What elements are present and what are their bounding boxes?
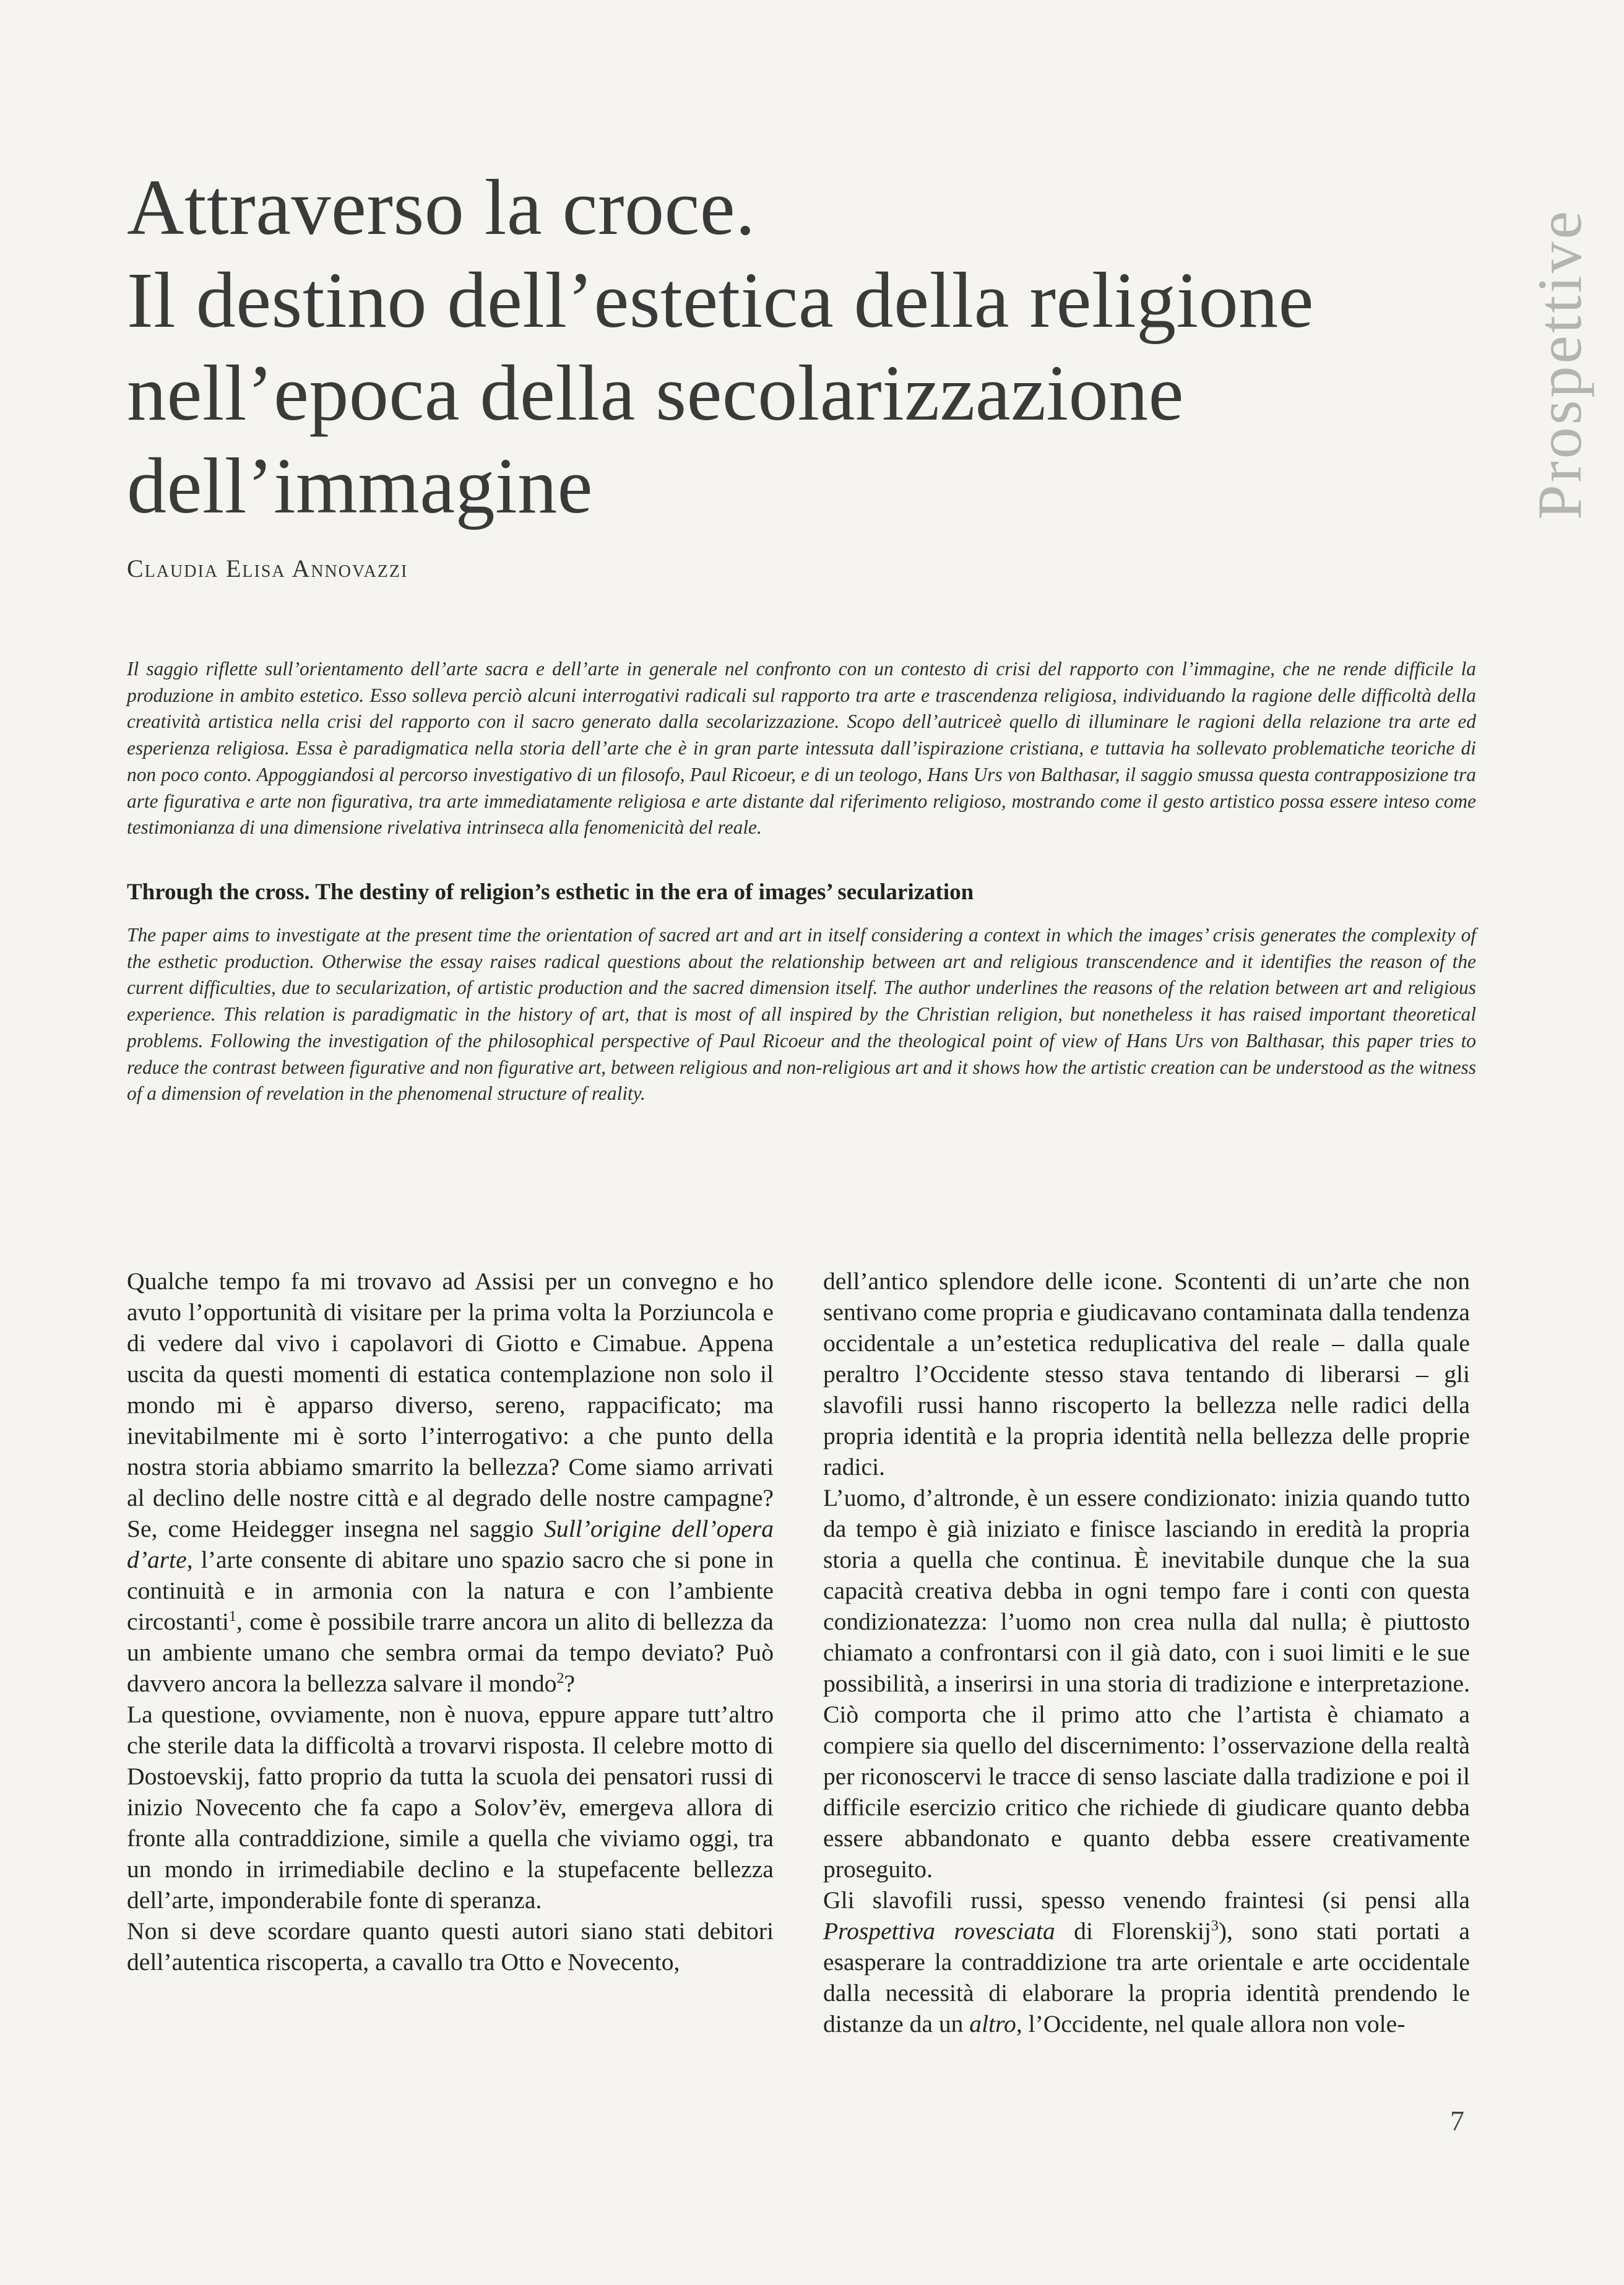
section-label: Prospettive bbox=[1525, 209, 1595, 520]
page-number: 7 bbox=[1450, 2105, 1464, 2136]
title-line: Il destino dell’estetica della religione bbox=[127, 256, 1314, 344]
work-title: Sull’origine dell’opera d’arte bbox=[127, 1515, 774, 1573]
body-paragraph: Qualche tempo fa mi trovavo ad Assisi per un convegno e ho avuto l’opportunità di visitare per la prima volta la Porziuncola e di vedere dal vivo i capolavori di Giotto e Cimabue. Appena uscita da questi momenti di estatica contemplazione non solo il mondo mi è apparso diverso, sereno, rappacificato; ma inevitabilmente mi è sorto l’interrogativo: a che punto della nostra storia abbiamo smarrito la bellezza? Come siamo arrivati al declino delle nostre città e al degrado delle nostre campagne? Se, come Heidegger insegna nel saggio Sull’origine dell’opera d’arte, l’arte consente di abitare uno spazio sacro che si pone in continuità e in armonia con la natura e con l’ambiente circostanti$^1$, come è possibile trarre ancora un alito di bellezza da un ambiente umano che sembra ormai da tempo deviato? Può davvero ancora la bellezza salvare il mondo$^2$? bbox=[127, 1268, 774, 1697]
english-title: Through the cross. The destiny of religion’s esthetic in the era of images’ secularization bbox=[127, 879, 974, 905]
body-paragraph: L’uomo, d’altronde, è un essere condizionato: inizia quando tutto da tempo è già iniziato e finisce lasciando in eredità la propria storia a quella che continua. È inevitabile dunque che la sua capacità creativa debba in ogni tempo fare i conti con questa condizionatezza: l’uomo non crea nulla dal nulla; è piuttosto chiamato a confrontarsi con il già dato, con i suoi limiti e le sue possibilità, a inserirsi in una storia di tradizione e interpretazione. Ciò comporta che il primo atto che l’artista è chiamato a compiere sia quello del discernimento: l’osservazione della realtà per riconoscervi le tracce di senso lasciate dalla tradizione e poi il difficile esercizio critico che richiede di giudicare quanto debba essere abbandonato e quanto debba essere creativamente proseguito. bbox=[823, 1484, 1470, 1883]
body-paragraph: Non si deve scordare quanto questi autori siano stati debitori dell’autentica riscoperta, a cavallo tra Otto e Novecento, bbox=[127, 1917, 774, 1976]
body-column-left bbox=[127, 1266, 774, 1977]
title-line: dell’immagine bbox=[127, 442, 593, 530]
body-paragraph: La questione, ovviamente, non è nuova, eppure appare tutt’altro che sterile data la difficoltà a trovarvi risposta. Il celebre motto di Dostoevskij, fatto proprio da tutta la scuola dei pensatori russi di inizio Novecento che fa capo a Solov’ëv, emergeva allora di fronte alla contraddizione, simile a quella che viviamo oggi, tra un mondo in irrimediabile declino e la stupefacente bellezza dell’arte, imponderabile fonte di speranza. bbox=[127, 1701, 774, 1914]
title-line: Attraverso la croce. bbox=[127, 163, 756, 251]
author-name: Claudia Elisa Annovazzi bbox=[127, 555, 408, 582]
body-paragraph: dell’antico splendore delle icone. Scontenti di un’arte che non sentivano come propria e giudicavano contaminata dalla tendenza occidentale a un’estetica reduplicativa del reale – dalla quale peraltro l’Occidente stesso stava tentando di liberarsi – gli slavofili russi hanno riscoperto la bellezza nelle radici della propria identità e la propria identità nella bellezza delle proprie radici. bbox=[823, 1268, 1470, 1480]
footnote-ref[interactable]: 3 bbox=[1211, 1917, 1219, 1934]
body-column-right bbox=[823, 1266, 1470, 2039]
body-paragraph: Gli slavofili russi, spesso venendo fraintesi (si pensi alla Prospettiva rovesciata di Florenskij$^3$), sono stati portati a esasperare la contraddizione tra arte orientale e arte occidentale dalla necessità di elaborare la propria identità prendendo le distanze da un altro, l’Occidente, nel quale allora non vole- bbox=[823, 1886, 1470, 2037]
work-title: Prospettiva rovesciata bbox=[823, 1917, 1055, 1945]
abstract-english: The paper aims to investigate at the present time the orientation of sacred art and art in itself considering a context in which the images’ crisis generates the complexity of the esthetic production. Otherwise the essay raises radical questions about the relationship between art and religious transcendence and it identifies the reason of the current difficulties, due to secularization, of artistic production and the sacred dimension itself. The author underlines the reasons of the relation between art and religious experience. This relation is paradigmatic in the history of art, that is most of all inspired by the Christian religion, but nonetheless it has raised important theoretical problems. Following the investigation of the philosophical perspective of Paul Ricoeur and the theological point of view of Hans Urs von Balthasar, this paper tries to reduce the contrast between figurative and non figurative art, between religious and non-religious art and it shows how the artistic creation can be understood as the witness of a dimension of revelation in the phenomenal structure of reality. bbox=[127, 924, 1476, 1105]
title-line: nell’epoca della secolarizzazione bbox=[127, 349, 1184, 437]
article-title bbox=[127, 161, 1458, 532]
abstract-italian: Il saggio riflette sull’orientamento dell’arte sacra e dell’arte in generale nel confronto con un contesto di crisi del rapporto con l’immagine, che ne rende difficile la produzione in ambito estetico. Esso solleva perciò alcuni interrogativi radicali sul rapporto tra arte e trascendenza religiosa, individuando la ragione delle difficoltà della creatività artistica nella crisi del rapporto con il sacro generato dalla secolarizzazione. Scopo dell’autriceè quello di illuminare le ragioni della relazione tra arte ed esperienza religiosa. Essa è paradigmatica nella storia dell’arte che è in gran parte intessuta dall’ispirazione cristiana, e tuttavia ha sollevato problematiche teoriche di non poco conto. Appoggiandosi al percorso investigativo di un filosofo, Paul Ricoeur, e di un teologo, Hans Urs von Balthasar, il saggio smussa questa contrapposizione tra arte figurativa e arte non figurativa, tra arte immediatamente religiosa e arte distante dal riferimento religioso, mostrando come il gesto artistico possa essere inteso come testimonianza di una dimensione rivelativa intrinseca alla fenomenicità del reale. bbox=[127, 658, 1476, 839]
footnote-ref[interactable]: 1 bbox=[228, 1608, 236, 1625]
emphasis: altro bbox=[969, 2010, 1016, 2037]
footnote-ref[interactable]: 2 bbox=[556, 1670, 564, 1687]
